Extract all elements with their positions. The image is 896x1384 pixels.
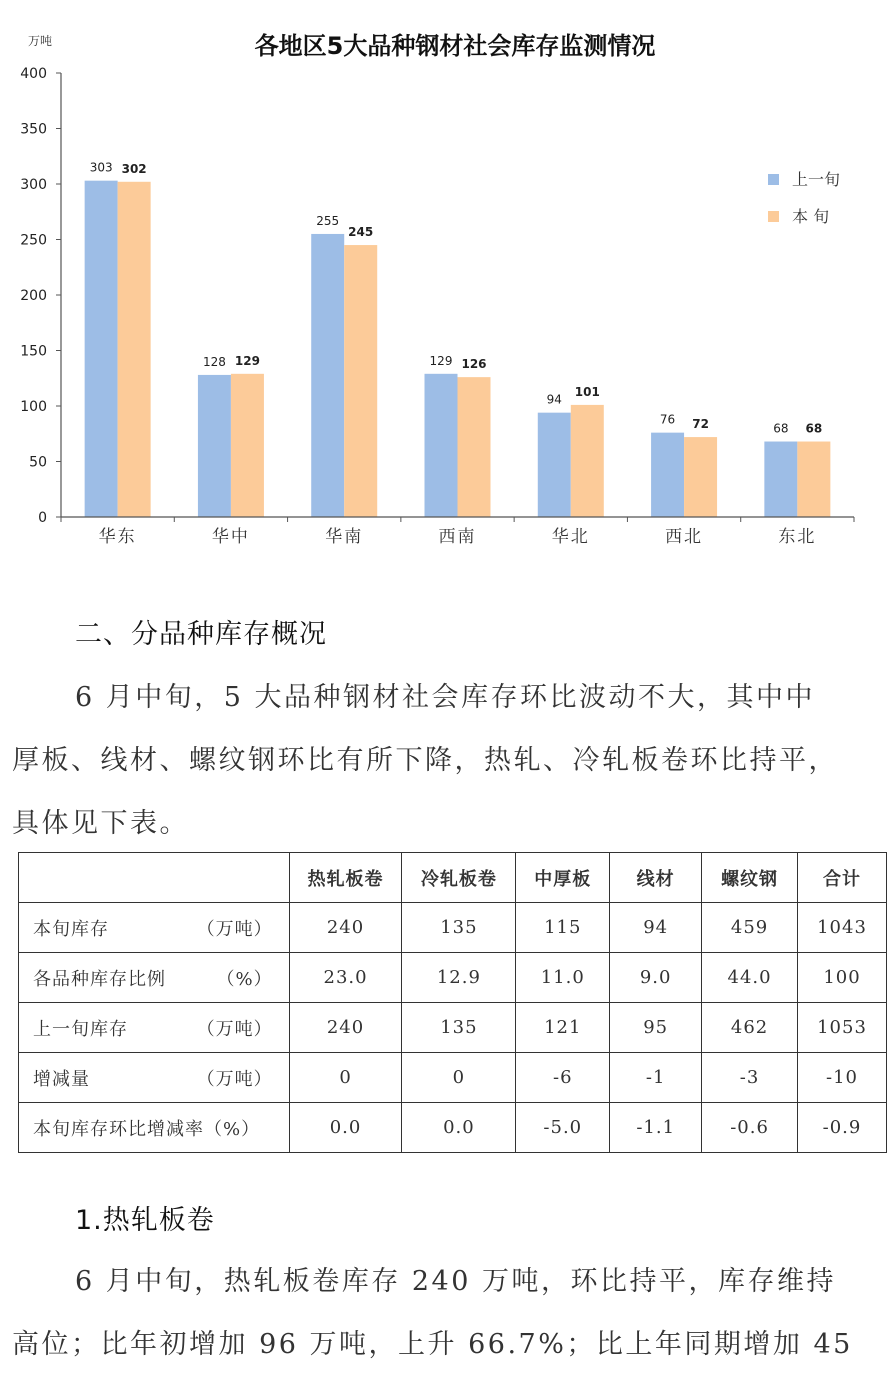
y-tick-label: 400 [20,66,47,82]
x-tick-label: 华南 [325,527,364,547]
table-cell: 121 [516,1003,610,1053]
y-tick-label: 250 [20,232,47,249]
table-header-row [19,853,887,903]
y-tick-label: 100 [20,399,47,415]
y-tick-label: 200 [20,288,47,304]
bars-group [85,161,831,517]
data-label: 255 [316,213,340,228]
table-cell: 11.0 [516,953,610,1003]
bar [231,374,264,517]
y-tick-label: 300 [20,177,47,193]
table-header-cell: 线材 [610,853,702,903]
table-cell: 135 [402,903,516,953]
row-label-text: 本旬库存 [33,918,109,940]
table-row-label [19,903,290,953]
paragraph-line: 6 月中旬，5 大品种钢材社会库存环比波动不大，其中中 [75,682,816,713]
row-unit-text: （万吨） [196,1018,273,1040]
bar [651,433,684,517]
paragraph-line: 厚板、线材、螺纹钢环比有所下降，热轧、冷轧板卷环比持平， [12,745,838,776]
bar [797,442,830,517]
y-tick-label: 0 [38,510,47,526]
table-cell: -5.0 [516,1103,610,1153]
data-label: 72 [692,417,709,432]
table-row [19,1053,887,1103]
table-row [19,953,887,1003]
table-row-label [19,1053,290,1103]
table-header-cell: 合计 [798,853,887,903]
data-label: 101 [574,384,600,399]
table-cell: 1043 [798,903,887,953]
inventory-table [18,852,887,1153]
table-header-cell: 螺纹钢 [702,853,798,903]
table-cell: 135 [402,1003,516,1053]
bar [311,234,344,517]
bar [344,245,377,517]
table-cell: 9.0 [610,953,702,1003]
x-tick-label: 西南 [438,527,477,547]
table-cell: 240 [289,903,402,953]
x-tick-label: 东北 [778,527,817,547]
table-row-label [19,1103,290,1153]
legend [768,170,840,226]
data-label: 302 [121,161,147,176]
bar [85,181,118,517]
table-cell: 23.0 [289,953,402,1003]
row-label-text: 各品种库存比例 [33,968,166,990]
data-label: 94 [546,392,562,407]
table-cell: 0 [402,1053,516,1103]
table-row [19,1003,887,1053]
table-cell: 44.0 [702,953,798,1003]
x-axis [61,517,854,547]
table-cell: 0.0 [289,1103,402,1153]
legend-swatch [768,174,779,185]
data-label: 126 [461,357,487,372]
table-cell: -6 [516,1053,610,1103]
table-cell: -0.6 [702,1103,798,1153]
table-cell: -3 [702,1053,798,1103]
chart-title: 各地区5大品种钢材社会库存监测情况 [254,32,656,60]
data-label: 303 [89,160,113,175]
table-row [19,903,887,953]
row-unit-text: （万吨） [196,1068,273,1090]
table-cell: 0.0 [402,1103,516,1153]
data-label: 128 [202,354,226,369]
bar [118,182,151,517]
table-row-label [19,1003,290,1053]
table-header-cell: 热轧板卷 [289,853,402,903]
data-label: 68 [805,421,823,436]
bar [538,413,571,517]
table-cell: -1.1 [610,1103,702,1153]
paragraph-line: 6 月中旬，热轧板卷库存 240 万吨，环比持平，库存维持 [75,1266,836,1297]
row-label-text: 增减量 [33,1068,90,1090]
y-tick-label: 350 [20,121,47,138]
bar [684,437,717,517]
table-header-cell [19,853,290,903]
y-tick-label: 150 [20,343,47,360]
table-cell: 12.9 [402,953,516,1003]
y-unit-label: 万吨 [28,34,53,48]
regional-stock-bar-chart [0,0,896,560]
data-label: 129 [429,353,453,368]
bar [571,405,604,517]
y-axis [20,66,61,526]
section3-paragraph [12,1250,862,1376]
data-label: 245 [348,225,374,240]
table-cell: 94 [610,903,702,953]
y-tick-label: 50 [29,454,47,471]
table-cell: 1053 [798,1003,887,1053]
paragraph-line: 具体见下表。 [12,808,189,839]
table-cell: 459 [702,903,798,953]
table-header-cell: 中厚板 [516,853,610,903]
row-label-text: 上一旬库存 [33,1018,128,1040]
table-cell: -10 [798,1053,887,1103]
data-label: 68 [773,421,789,436]
table-row-label [19,953,290,1003]
section2-paragraph [12,666,862,855]
table-cell: 95 [610,1003,702,1053]
legend-label: 上一旬 [792,170,841,189]
table-cell: -1 [610,1053,702,1103]
table-cell: 462 [702,1003,798,1053]
x-tick-label: 西北 [665,527,704,547]
table-cell: 0 [289,1053,402,1103]
bar [198,375,231,517]
section-heading-varieties: 二、分品种库存概况 [75,619,327,650]
table-cell: -0.9 [798,1103,887,1153]
legend-label: 本 旬 [792,207,830,226]
table-header-cell: 冷轧板卷 [402,853,516,903]
bar [425,374,458,517]
x-tick-label: 华东 [98,527,137,547]
table-cell: 115 [516,903,610,953]
x-tick-label: 华北 [551,527,590,547]
paragraph-line: 高位；比年初增加 96 万吨，上升 66.7%；比上年同期增加 45 [12,1329,853,1360]
table-cell: 100 [798,953,887,1003]
table-row [19,1103,887,1153]
data-label: 129 [234,353,260,368]
bar [764,442,797,517]
row-unit-text: （%） [216,968,273,990]
section-heading-hot-rolled: 1.热轧板卷 [75,1205,215,1236]
table-cell: 240 [289,1003,402,1053]
data-label: 76 [659,412,676,427]
row-unit-text: （万吨） [196,918,273,940]
row-label-text: 本旬库存环比增减率（%） [33,1118,261,1140]
x-tick-label: 华中 [211,527,250,547]
bar [458,377,491,517]
legend-swatch [768,211,779,222]
